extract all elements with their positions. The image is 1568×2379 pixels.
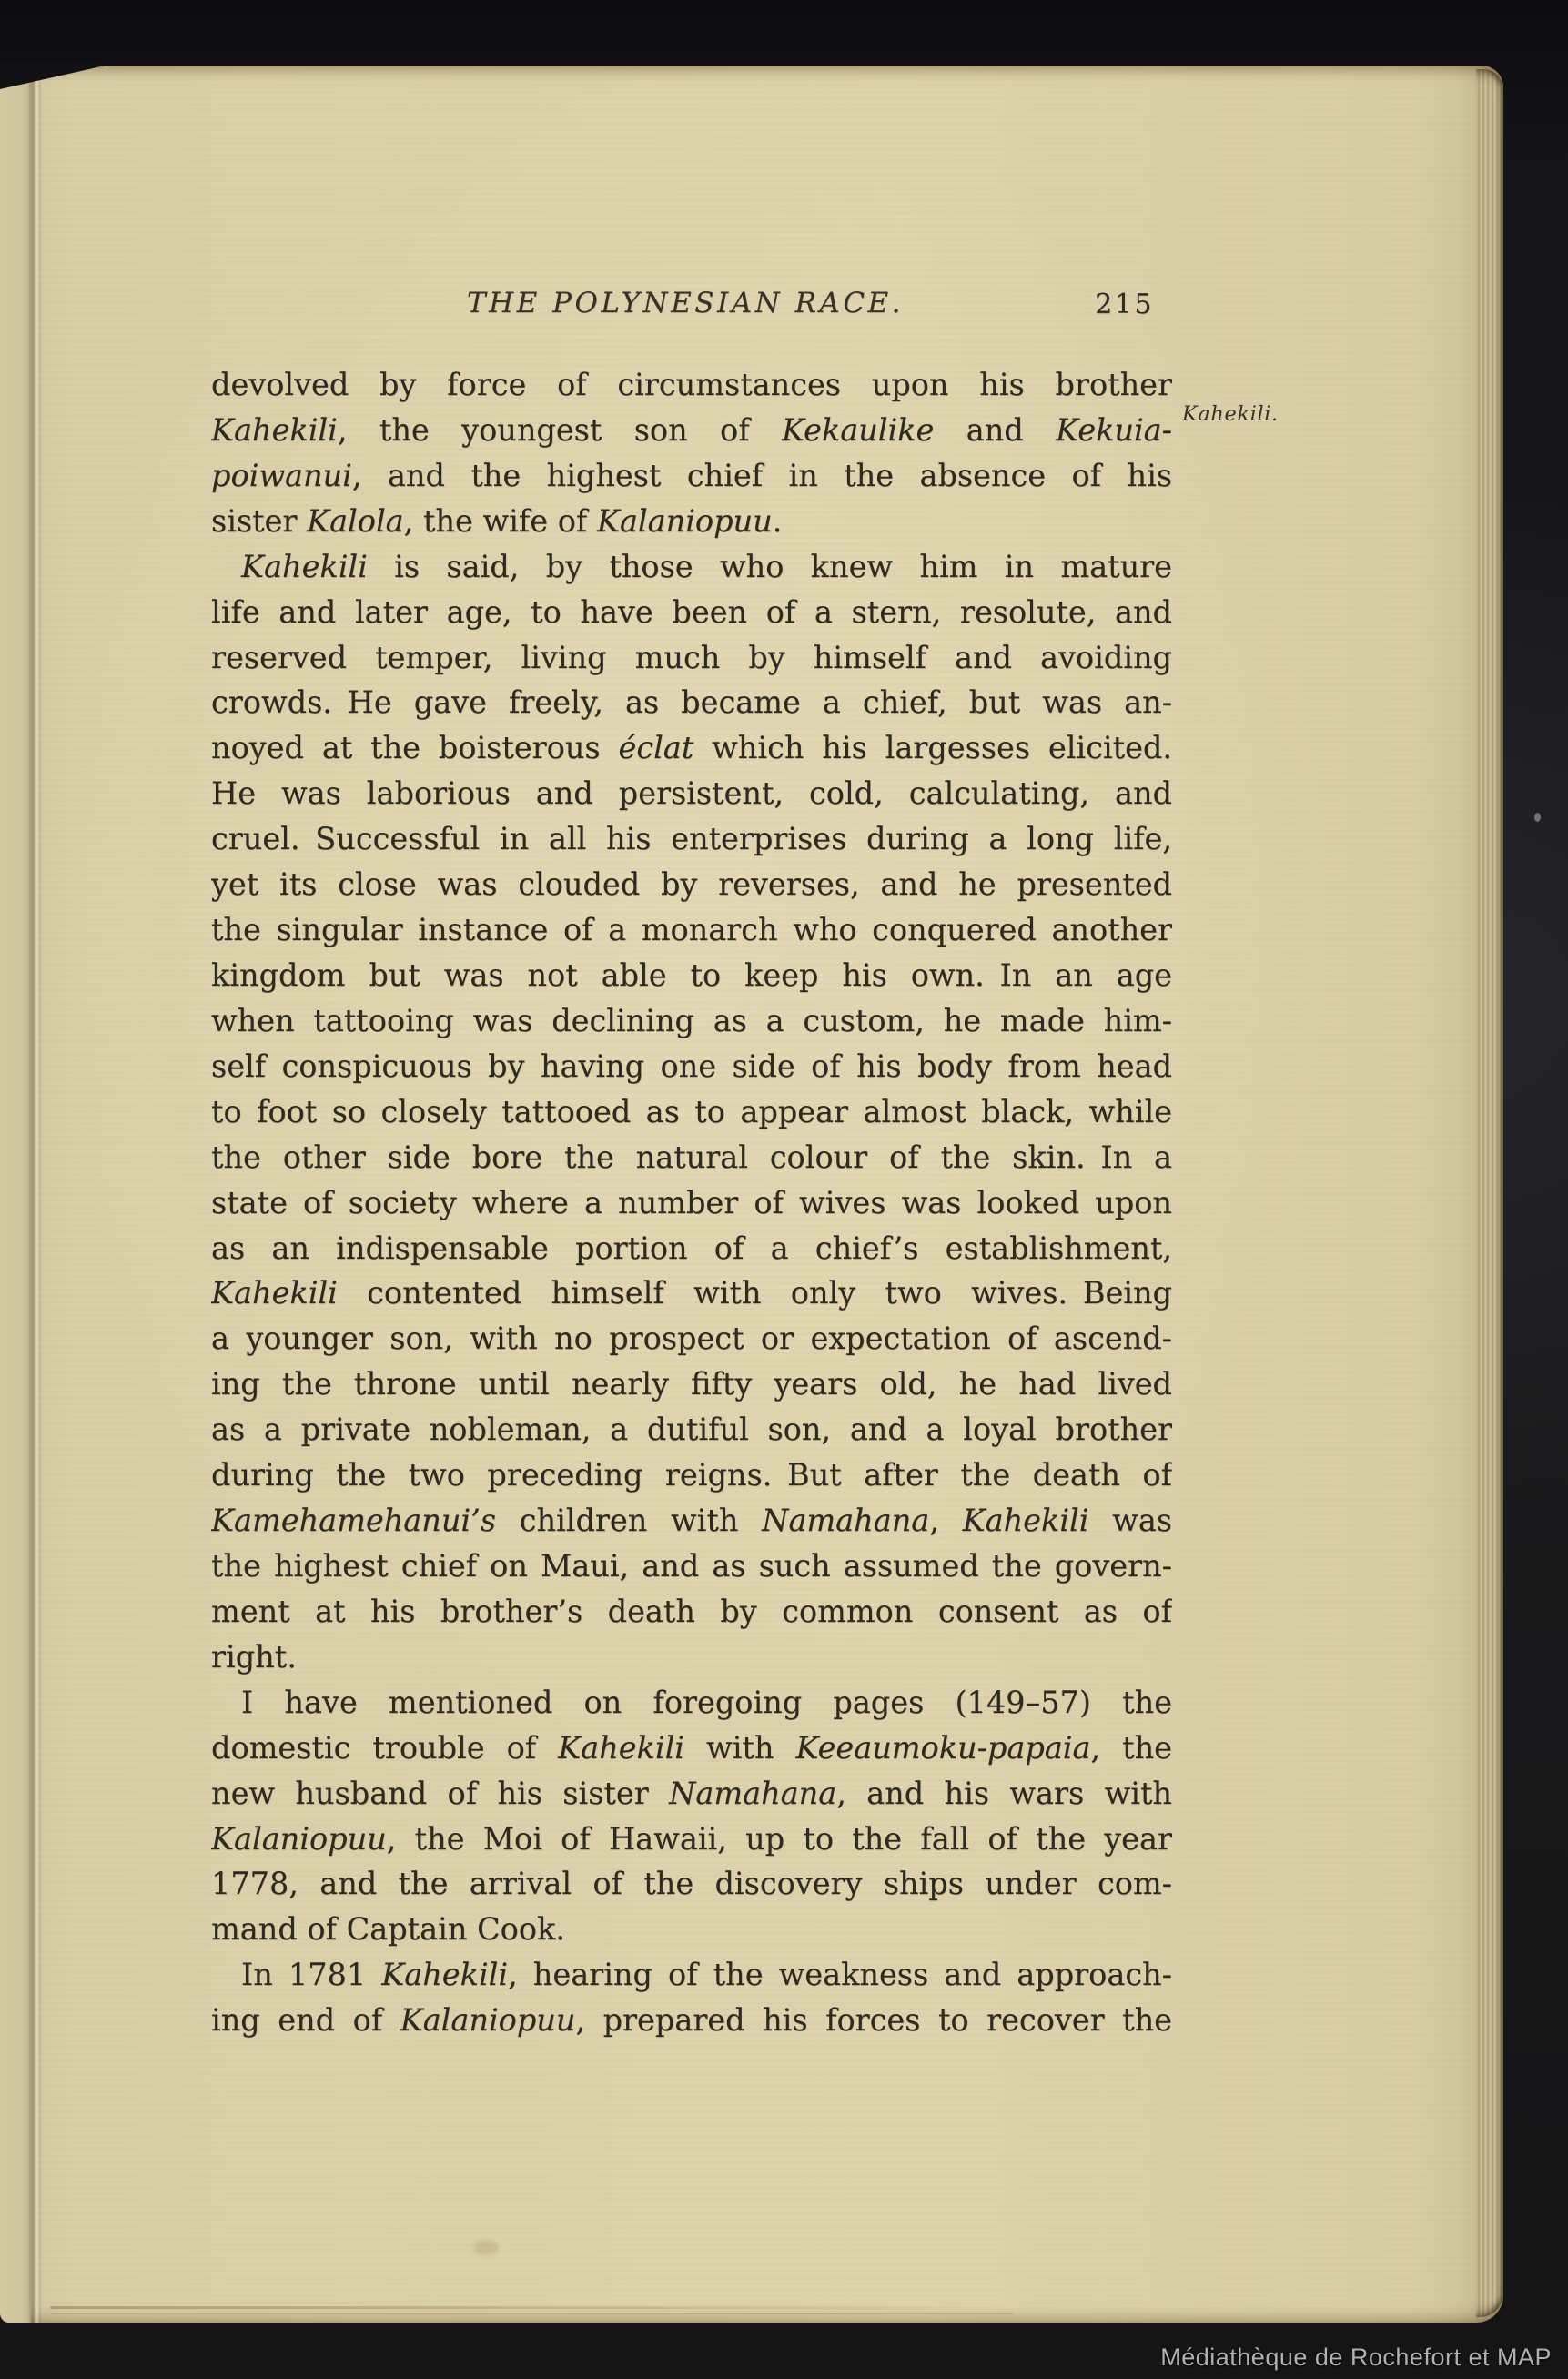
italic-text-segment: Kahekili (211, 411, 338, 448)
text-line (211, 544, 1172, 590)
italic-text-segment: Kalaniopuu (400, 2002, 576, 2039)
paper-stain (473, 2241, 499, 2255)
text-segment: mand of Captain Cook. (211, 1911, 565, 1948)
text-line (211, 1589, 1172, 1635)
text-line (211, 1226, 1172, 1271)
text-segment: children with (495, 1503, 763, 1539)
text-segment: reserved temper, living much by himself and avoiding (211, 639, 1172, 675)
text-line (211, 1861, 1172, 1907)
text-segment: He was laborious and persistent, cold, calculating, and (211, 775, 1172, 812)
text-segment: I have mentioned on foregoing pages (149–57) the (241, 1684, 1172, 1720)
text-line (211, 362, 1172, 408)
italic-text-segment: Kamehamehanui’s (211, 1503, 496, 1539)
italic-text-segment: Namahana (669, 1775, 837, 1811)
text-segment: the highest chief on Maui, and as such assumed the govern- (211, 1547, 1172, 1584)
text-segment: , the Moi of Hawaii, up to the fall of the year (386, 1820, 1172, 1857)
text-line (211, 1726, 1172, 1771)
text-segment: as an indispensable portion of a chief’s establishment, (211, 1230, 1172, 1266)
text-line (211, 1952, 1172, 1998)
text-line (211, 771, 1172, 816)
italic-text-segment: Kahekili (962, 1503, 1089, 1539)
text-segment: the other side bore the natural colour of the skin. In a (211, 1139, 1172, 1175)
italic-text-segment: Kalaniopuu (211, 1820, 387, 1857)
text-segment: with (684, 1729, 796, 1766)
italic-text-segment: Keeaumoku-papaia (795, 1729, 1091, 1766)
italic-text-segment: éclat (618, 730, 694, 766)
italic-text-segment: poiwanui (211, 457, 352, 493)
text-segment: during the two preceding reigns. But after the death of (211, 1457, 1172, 1493)
text-segment: cruel. Successful in all his enterprises during a long life, (211, 821, 1172, 857)
text-segment: to foot so closely tattooed as to appear almost black, while (211, 1093, 1172, 1129)
text-line (211, 590, 1172, 635)
text-segment: as a private nobleman, a dutiful son, and a loyal brother (211, 1412, 1172, 1448)
dust-speck (1534, 813, 1541, 822)
text-segment: , the (1090, 1729, 1172, 1766)
text-block (211, 362, 1172, 2043)
text-segment: and (934, 411, 1057, 448)
text-line (211, 862, 1172, 907)
text-segment: crowds. He gave freely, as became a chief, but was an- (211, 684, 1172, 721)
text-line (211, 998, 1172, 1044)
text-line (211, 1998, 1172, 2043)
text-segment: new husband of his sister (211, 1775, 670, 1811)
text-line (211, 1680, 1172, 1726)
page-edge-stack (1476, 69, 1503, 2317)
italic-text-segment: Kekaulike (782, 411, 935, 448)
text-segment: ing end of (211, 2002, 400, 2039)
text-line (211, 1270, 1172, 1316)
text-segment: devolved by force of circumstances upon his brother (211, 367, 1172, 402)
text-line (211, 1135, 1172, 1180)
text-line (211, 453, 1172, 499)
text-line (211, 907, 1172, 953)
text-line (211, 635, 1172, 681)
text-segment: , the wife of (403, 502, 597, 539)
text-segment: is said, by those who knew him in mature (367, 548, 1172, 584)
text-segment: was (1088, 1503, 1172, 1539)
text-line (211, 1180, 1172, 1226)
text-line (211, 1407, 1172, 1453)
text-segment: , (929, 1503, 963, 1539)
text-line (211, 1771, 1172, 1817)
text-segment: kingdom but was not able to keep his own. In an age (211, 957, 1172, 993)
italic-text-segment: Kekuia- (1056, 411, 1172, 448)
running-head: THE POLYNESIAN RACE. (466, 287, 905, 319)
italic-text-segment: Kalaniopuu (596, 502, 773, 539)
text-line (211, 725, 1172, 771)
text-line (211, 1089, 1172, 1135)
text-segment: state of society where a number of wives was looked upon (211, 1184, 1172, 1220)
italic-text-segment: Kahekili (558, 1729, 684, 1766)
text-segment: domestic trouble of (211, 1729, 559, 1766)
text-segment: life and later age, to have been of a stern, resolute, and (211, 593, 1172, 630)
text-line (211, 1362, 1172, 1407)
text-line (211, 680, 1172, 725)
text-segment: In 1781 (241, 1957, 382, 1993)
text-segment: when tattooing was declining as a custom, he made him- (211, 1002, 1172, 1038)
text-segment: sister (211, 502, 308, 539)
text-line (211, 408, 1172, 453)
italic-text-segment: Kalola (307, 502, 404, 539)
text-segment: , hearing of the weakness and approach- (508, 1957, 1172, 1993)
text-segment: which his largesses elicited. (693, 730, 1172, 766)
text-segment: a younger son, with no prospect or expectation of ascend- (211, 1321, 1172, 1357)
page-gutter (0, 66, 31, 2323)
text-line (211, 1044, 1172, 1089)
book-page (0, 66, 1503, 2323)
binding-crease (28, 66, 42, 2323)
text-segment: yet its close was clouded by reverses, and he presented (211, 866, 1172, 903)
text-segment: . (772, 502, 783, 539)
text-line (211, 1316, 1172, 1362)
text-segment: , and his wars with (836, 1775, 1172, 1811)
text-line (211, 499, 1172, 544)
text-segment: , and the highest chief in the absence of his (351, 457, 1172, 493)
text-line (211, 1498, 1172, 1544)
text-segment: the singular instance of a monarch who conquered another (211, 912, 1172, 948)
text-segment: , prepared his forces to recover the (575, 2002, 1172, 2039)
text-line (211, 1635, 1172, 1680)
library-watermark: Médiathèque de Rochefort et MAP (1160, 2344, 1552, 2371)
text-segment: contented himself with only two wives. Being (337, 1275, 1172, 1311)
text-segment: right. (211, 1638, 297, 1675)
italic-text-segment: Kahekili (381, 1957, 509, 1993)
italic-text-segment: Namahana (762, 1503, 930, 1539)
italic-text-segment: Kahekili (211, 1275, 338, 1311)
text-segment: , the youngest son of (337, 411, 782, 448)
text-segment: noyed at the boisterous (211, 730, 619, 766)
text-line (211, 1544, 1172, 1589)
page-number: 215 (1095, 289, 1154, 320)
text-line (211, 816, 1172, 862)
text-segment: self conspicuous by having one side of his body from head (211, 1048, 1172, 1084)
text-segment: 1778, and the arrival of the discovery ships under com- (211, 1866, 1172, 1902)
text-line (211, 1817, 1172, 1862)
text-segment: ing the throne until nearly fifty years old, he had lived (211, 1366, 1172, 1402)
page-corner-shadow (0, 65, 109, 89)
text-line (211, 1453, 1172, 1498)
bottom-edge-scuff (50, 2306, 1015, 2309)
margin-note: Kahekili. (1182, 402, 1279, 426)
italic-text-segment: Kahekili (241, 548, 368, 584)
text-line (211, 1907, 1172, 1952)
text-line (211, 953, 1172, 998)
text-segment: ment at his brother’s death by common consent as of (211, 1593, 1172, 1629)
